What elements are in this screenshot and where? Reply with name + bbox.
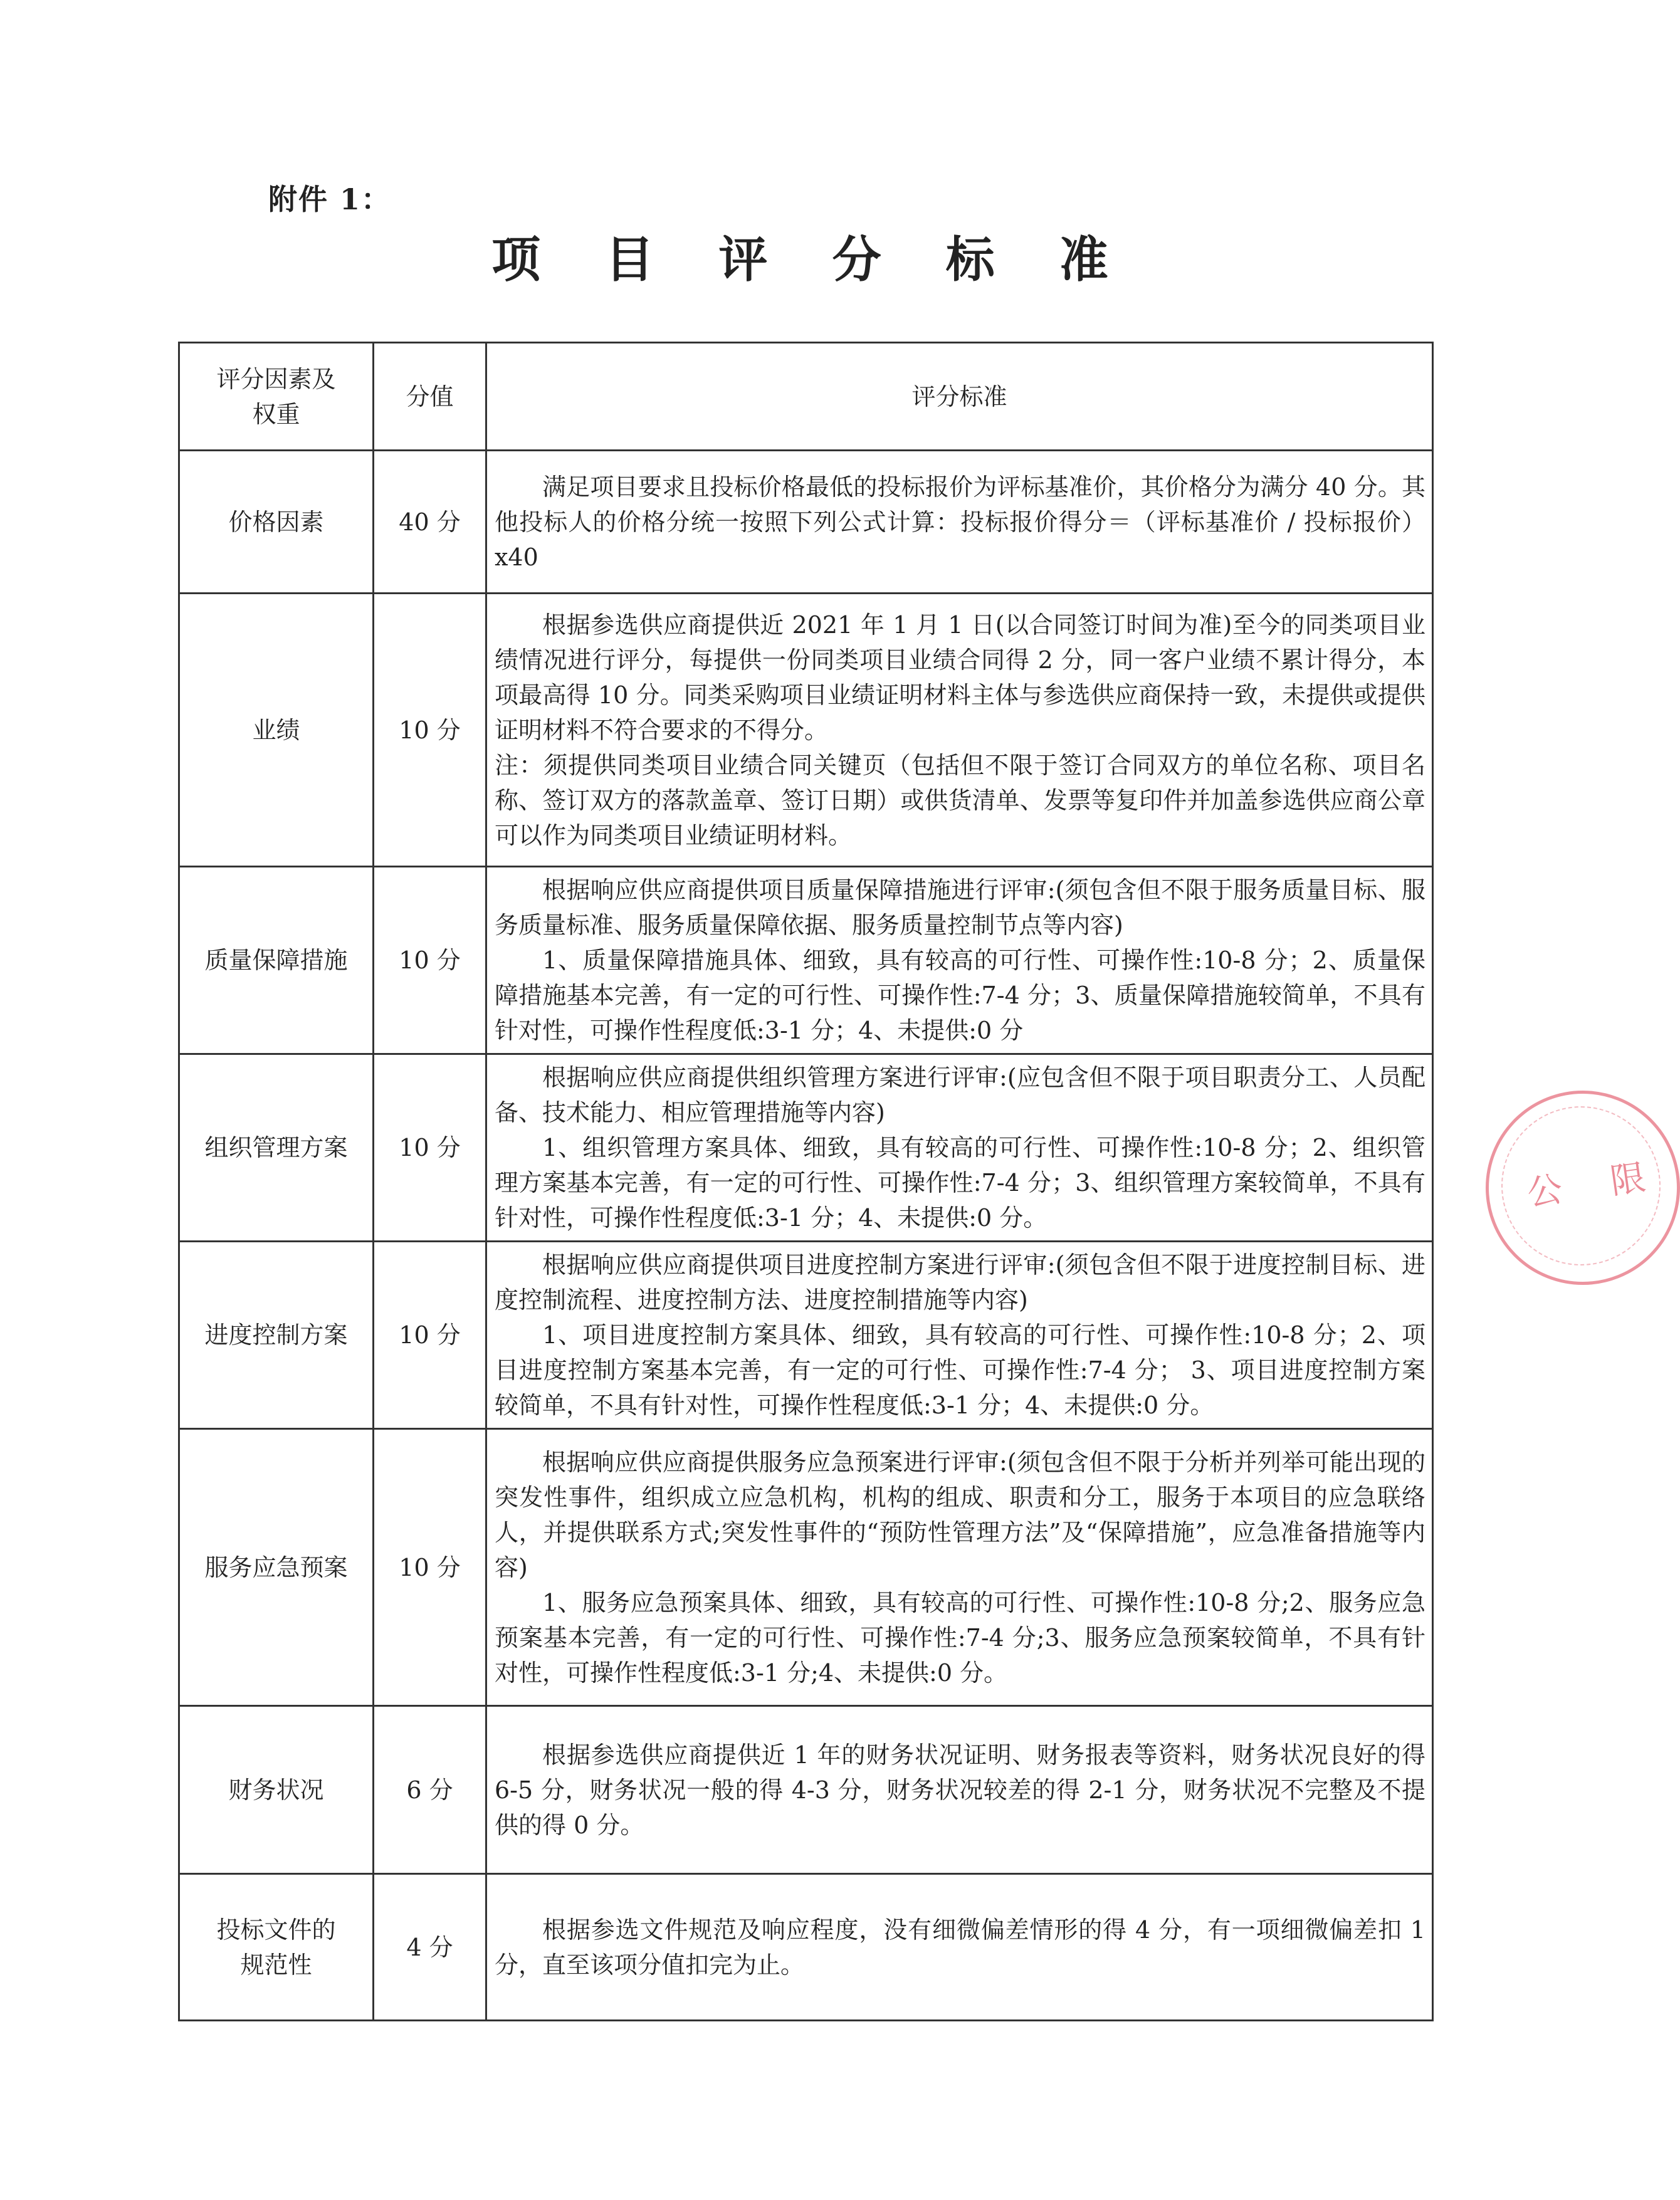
row-standard: [486, 1429, 1433, 1706]
row-score: 10 分: [374, 1242, 486, 1429]
row-score: 4 分: [374, 1874, 486, 2021]
standard-paragraph: 根据响应供应商提供项目进度控制方案进行评审:(须包含但不限于进度控制目标、进度控制流程、进度控制方法、进度控制措施等内容): [495, 1251, 1425, 1314]
table-row: [179, 867, 1433, 1054]
table-row: [179, 1874, 1433, 2021]
standard-paragraph: 根据参选文件规范及响应程度，没有细微偏差情形的得 4 分，有一项细微偏差扣 1 分，直至该项分值扣完为止。: [495, 1915, 1425, 1979]
row-standard: [486, 1054, 1433, 1242]
standard-paragraph: 1、质量保障措施具体、细致，具有较高的可行性、可操作性:10-8 分；2、质量保障措施基本完善，有一定的可行性、可操作性:7-4 分；3、质量保障措施较简单，不具有针对性，可操作性程度低:3-1 分；4、未提供:0 分: [495, 946, 1425, 1044]
table-row: [179, 1706, 1433, 1874]
row-standard: [486, 867, 1433, 1054]
standard-paragraph: 满足项目要求且投标价格最低的投标报价为评标基准价，其价格分为满分 40 分。其他投标人的价格分统一按照下列公式计算：投标报价得分＝（评标基准价 / 投标报价）x40: [495, 473, 1425, 571]
row-score: 10 分: [374, 867, 486, 1054]
row-score: 6 分: [374, 1706, 486, 1874]
row-standard: [486, 451, 1433, 594]
standard-paragraph: 1、服务应急预案具体、细致，具有较高的可行性、可操作性:10-8 分;2、服务应急预案基本完善，有一定的可行性、可操作性:7-4 分;3、服务应急预案较简单，不具有针对性，可操作性程度低:3-1 分;4、未提供:0 分。: [495, 1588, 1425, 1687]
header-factor-line-2: 权重: [252, 400, 300, 428]
standard-note: 注：须提供同类项目业绩合同关键页（包括但不限于签订合同双方的单位名称、项目名称、签订双方的落款盖章、签订日期）或供货清单、发票等复印件并加盖参选供应商公章可以作为同类项目业绩证明材料。: [495, 751, 1425, 849]
row-standard: [486, 1706, 1433, 1874]
row-factor: 进度控制方案: [179, 1242, 374, 1429]
table-row: [179, 1054, 1433, 1242]
standard-paragraph: 根据响应供应商提供组织管理方案进行评审:(应包含但不限于项目职责分工、人员配备、技术能力、相应管理措施等内容): [495, 1064, 1425, 1126]
header-score: 分值: [374, 343, 486, 451]
standard-paragraph: 1、项目进度控制方案具体、细致，具有较高的可行性、可操作性:10-8 分；2、项目进度控制方案基本完善，有一定的可行性、可操作性:7-4 分； 3、项目进度控制方案较简单，不具有针对性，可操作性程度低:3-1 分；4、未提供:0 分。: [495, 1321, 1425, 1419]
row-factor-line-1: 投标文件的: [216, 1915, 336, 1944]
header-factor-line-1: 评分因素及: [216, 365, 336, 393]
row-factor-line-2: 规范性: [240, 1951, 312, 1979]
table-row: [179, 1429, 1433, 1706]
row-score: 10 分: [374, 1054, 486, 1242]
table-row: [179, 594, 1433, 867]
attachment-label: 附件 1：: [268, 182, 392, 216]
row-factor: 价格因素: [179, 451, 374, 594]
standard-paragraph: 根据参选供应商提供近 2021 年 1 月 1 日(以合同签订时间为准)至今的同类项目业绩情况进行评分，每提供一份同类项目业绩合同得 2 分，同一客户业绩不累计得分，本项最高得 10 分。同类采购项目业绩证明材料主体与参选供应商保持一致，未提供或提供证明材料不符合要求的不得分。: [495, 610, 1426, 744]
row-score: 10 分: [374, 1429, 486, 1706]
row-score: 10 分: [374, 594, 486, 867]
table-row: [179, 451, 1433, 594]
row-standard: [486, 1874, 1433, 2021]
row-factor: 业绩: [179, 594, 374, 867]
row-factor: 质量保障措施: [179, 867, 374, 1054]
standard-paragraph: 根据响应供应商提供服务应急预案进行评审:(须包含但不限于分析并列举可能出现的突发性事件，组织成立应急机构，机构的组成、职责和分工，服务于本项目的应急联络人，并提供联系方式;突发性事件的“预防性管理方法”及“保障措施”，应急准备措施等内容): [495, 1448, 1425, 1581]
row-factor: [179, 1874, 374, 2021]
seal-text: 公 限: [1525, 1154, 1667, 1214]
page-title: 项 目 评 分 标 准: [491, 231, 1132, 288]
standard-paragraph: 1、组织管理方案具体、细致，具有较高的可行性、可操作性:10-8 分；2、组织管理方案基本完善，有一定的可行性、可操作性:7-4 分；3、组织管理方案较简单，不具有针对性，可操作性程度低:3-1 分；4、未提供:0 分。: [495, 1134, 1425, 1232]
standard-paragraph: 根据响应供应商提供项目质量保障措施进行评审:(须包含但不限于服务质量目标、服务质量标准、服务质量保障依据、服务质量控制节点等内容): [495, 876, 1425, 939]
header-standard: 评分标准: [486, 343, 1433, 451]
row-standard: [486, 1242, 1433, 1429]
header-factor: [179, 343, 374, 451]
row-score: 40 分: [374, 451, 486, 594]
table-row: [179, 1242, 1433, 1429]
table-header-row: [179, 343, 1433, 451]
row-factor: 组织管理方案: [179, 1054, 374, 1242]
row-factor: 服务应急预案: [179, 1429, 374, 1706]
row-factor: 财务状况: [179, 1706, 374, 1874]
scoring-table: [178, 342, 1434, 2021]
company-seal: [1486, 1091, 1680, 1285]
row-standard: [486, 594, 1433, 867]
standard-paragraph: 根据参选供应商提供近 1 年的财务状况证明、财务报表等资料，财务状况良好的得 6-5 分，财务状况一般的得 4-3 分，财务状况较差的得 2-1 分，财务状况不完整及不提供的得 0 分。: [495, 1741, 1425, 1839]
